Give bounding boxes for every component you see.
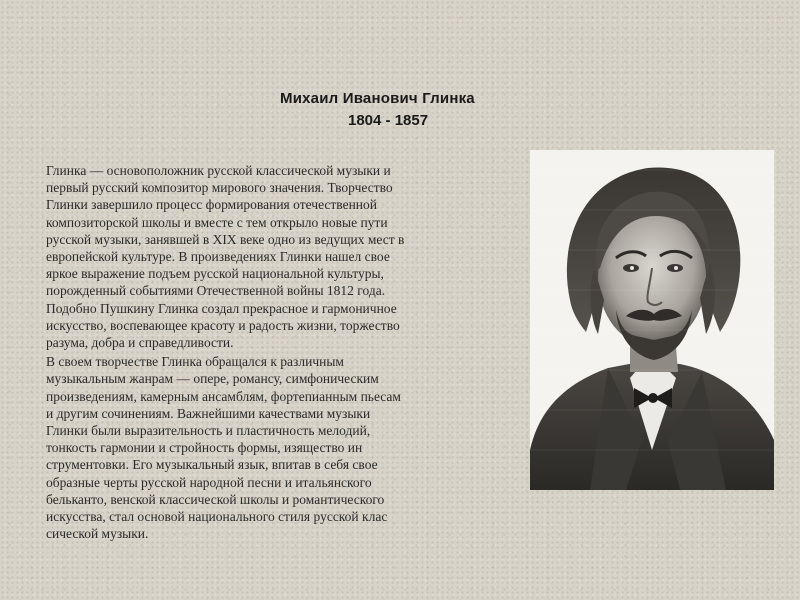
text-line: первый русский композитор мирового значения. Творчество: [46, 180, 393, 196]
paragraph-2: [30, 353, 500, 542]
text-line: разума, добра и справедливости.: [46, 335, 234, 351]
paragraph-1: [30, 162, 500, 351]
text-line: Подобно Пушкину Глинка создал прекрасное и гармоничное: [46, 300, 397, 316]
text-line: яркое выражение подъем русской национальной культуры,: [46, 266, 384, 282]
text-line: струментовки. Его музыкальный язык, впитав в себя свое: [46, 457, 378, 473]
slide-title: [270, 88, 540, 132]
text-line: тонкость гармонии и стройность формы, изящество ин: [46, 440, 363, 456]
text-line: Глинка — основоположник русской классической музыки и: [46, 163, 391, 178]
composer-name: Михаил Иванович Глинка: [280, 90, 475, 107]
text-line: образные черты русской народной песни и итальянского: [46, 474, 372, 490]
text-line: Глинки завершило процесс формирования отечественной: [46, 197, 377, 213]
composer-portrait-icon: [530, 150, 774, 490]
text-line: европейской культуре. В произведениях Глинки нашел свое: [46, 249, 390, 265]
text-line: композиторской школы и вместе с тем открыло новые пути: [46, 214, 388, 230]
text-line: В своем творчестве Глинка обращался к различным: [46, 354, 344, 370]
text-line: искусство, воспевающее красоту и радость жизни, торжество: [46, 317, 400, 333]
text-line: русской музыки, занявшей в XIX веке одно из ведущих мест в: [46, 231, 405, 247]
text-line: порожденный событиями Отечественной войны 1812 года.: [46, 283, 386, 299]
text-line: произведениям, камерным ансамблям, фортепианным пьесам: [46, 388, 401, 404]
text-line: Глинки были выразительность и пластичность мелодий,: [46, 423, 371, 439]
text-line: сической музыки.: [46, 526, 149, 542]
text-line: бельканто, венской классической школы и романтического: [46, 491, 385, 507]
text-line: музыкальным жанрам — опере, романсу, симфоническим: [46, 371, 379, 387]
text-line: искусства, стал основой национального стиля русской клас: [46, 509, 388, 525]
biography-text: [30, 162, 500, 542]
portrait-drawing: [530, 150, 774, 490]
text-line: и другим сочинениям. Важнейшими качествами музыки: [46, 405, 371, 421]
composer-years: 1804 - 1857: [348, 112, 429, 129]
